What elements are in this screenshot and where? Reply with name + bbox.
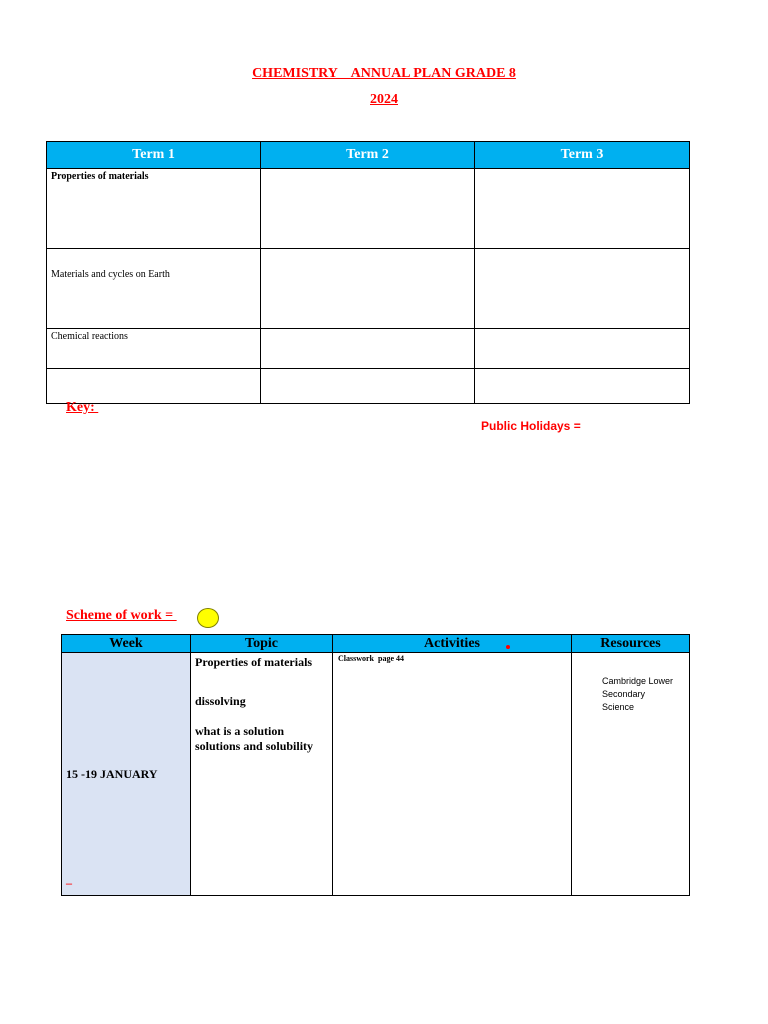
table-cell — [47, 369, 261, 404]
table-row — [62, 653, 690, 896]
table-cell — [47, 249, 261, 329]
table-cell — [475, 169, 690, 249]
resources-header: Resources — [572, 635, 690, 653]
footer-mark: _ — [66, 872, 72, 886]
table-cell — [261, 369, 475, 404]
table-row — [47, 249, 690, 329]
term-1-topic-1: Properties of materials — [51, 171, 149, 182]
table-cell — [261, 329, 475, 369]
scheme-header-row — [62, 635, 690, 653]
public-holidays-label: Public Holidays = — [481, 419, 581, 433]
table-cell — [47, 169, 261, 249]
terms-table — [46, 141, 690, 404]
activities-value: Classwork page 44 — [338, 654, 405, 663]
term-3-header: Term 3 — [475, 142, 690, 169]
topic-header: Topic — [191, 635, 333, 653]
red-dot-mark — [506, 645, 510, 649]
topic-item: Properties of materials — [195, 655, 313, 669]
topic-cell — [191, 653, 333, 896]
term-1-topic-3: Chemical reactions — [51, 331, 128, 342]
document-title: CHEMISTRY ANNUAL PLAN GRADE 8 — [252, 66, 516, 81]
term-2-header: Term 2 — [261, 142, 475, 169]
scheme-table — [61, 634, 690, 896]
week-cell — [62, 653, 191, 896]
scheme-of-work-label: Scheme of work = — [66, 608, 177, 623]
table-cell — [47, 329, 261, 369]
week-header: Week — [62, 635, 191, 653]
term-1-header: Term 1 — [47, 142, 261, 169]
table-cell — [475, 329, 690, 369]
table-row — [47, 169, 690, 249]
activities-cell — [333, 653, 572, 896]
table-cell — [475, 249, 690, 329]
term-1-topic-2: Materials and cycles on Earth — [51, 269, 170, 280]
table-cell — [261, 249, 475, 329]
document-year: 2024 — [370, 92, 398, 107]
resource-line: Science — [602, 702, 635, 712]
topic-item: solutions and solubility — [195, 739, 314, 753]
activities-header: Activities — [333, 635, 572, 653]
table-cell — [475, 369, 690, 404]
table-cell — [261, 169, 475, 249]
topic-item: what is a solution — [195, 724, 285, 738]
key-label: Key: — [66, 400, 99, 415]
topic-item: dissolving — [195, 694, 246, 708]
terms-header-row — [47, 142, 690, 169]
resource-line: Secondary — [602, 689, 646, 699]
table-row — [47, 329, 690, 369]
resource-line: Cambridge Lower — [602, 676, 674, 686]
resources-cell — [572, 653, 690, 896]
table-row — [47, 369, 690, 404]
week-value: 15 -19 JANUARY — [66, 766, 158, 781]
scheme-color-swatch — [197, 608, 219, 628]
